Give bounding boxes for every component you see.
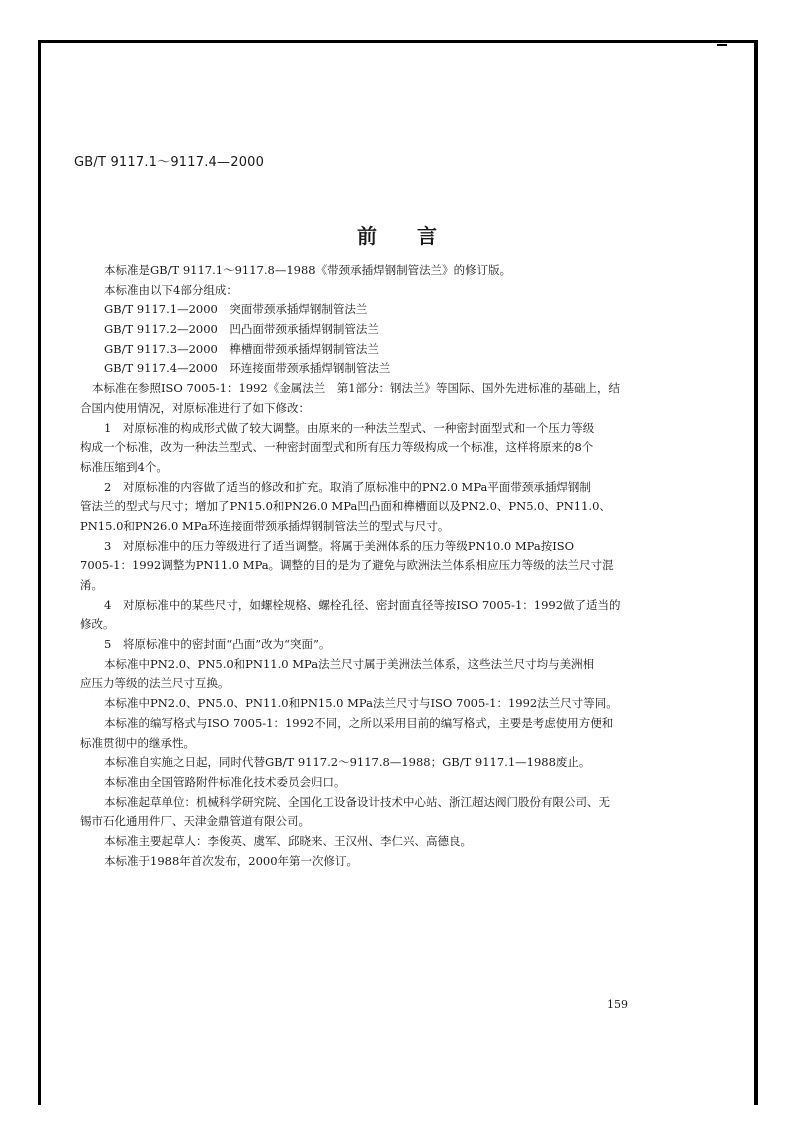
text-line: 标准压缩到4个。 [80, 459, 168, 474]
page-title: 前言 [357, 224, 477, 248]
text-line: 本标准的编写格式与ISO 7005-1：1992不同，之所以采用目前的编写格式，主要是考虑使用方便和 [104, 715, 614, 730]
text-line: 标准贯彻中的继承性。 [80, 735, 195, 750]
text-line: GB/T 9117.2—2000 凹凸面带颈承插焊钢制管法兰 [104, 322, 379, 337]
text-line: 锡市石化通用件厂、天津金鼎管道有限公司。 [80, 814, 310, 829]
text-line: 修改。 [80, 617, 115, 632]
text-line: GB/T 9117.1—2000 突面带颈承插焊钢制管法兰 [104, 302, 368, 317]
text-line: 本标准自实施之日起，同时代替GB/T 9117.2～9117.8—1988；GB/T 9117.1—1988废止。 [104, 755, 591, 770]
text-line: 应压力等级的法兰尺寸互换。 [80, 676, 230, 691]
scan-border-top [38, 40, 758, 43]
text-line: 本标准中PN2.0、PN5.0和PN11.0 MPa法兰尺寸属于美洲法兰体系，这些法兰尺寸均与美洲相 [104, 656, 595, 671]
text-line: 本标准主要起草人：李俊英、虞军、邱晓来、王汉州、李仁兴、高德良。 [104, 833, 472, 848]
text-line: 本标准由全国管路附件标准化技术委员会归口。 [104, 774, 346, 789]
scan-border-left [38, 40, 41, 1105]
text-line: 管法兰的型式与尺寸；增加了PN15.0和PN26.0 MPa凹凸面和榫槽面以及PN2.0、PN5.0、PN11.0、 [80, 499, 611, 514]
text-line: 本标准是GB/T 9117.1～9117.8—1988《带颈承插焊钢制管法兰》的修订版。 [104, 263, 512, 277]
text-line: 本标准于1988年首次发布，2000年第一次修订。 [104, 853, 359, 868]
text-line: 3 对原标准中的压力等级进行了适当调整。将属于美洲体系的压力等级PN10.0 MPa按ISO [104, 538, 575, 553]
scan-border-right [754, 40, 758, 1105]
text-line: 本标准中PN2.0、PN5.0、PN11.0和PN15.0 MPa法兰尺寸与ISO 7005-1：1992法兰尺寸等同。 [104, 696, 618, 711]
text-line: PN15.0和PN26.0 MPa环连接面带颈承插焊钢制管法兰的型式与尺寸。 [80, 518, 450, 533]
text-line: GB/T 9117.4—2000 环连接面带颈承插焊钢制管法兰 [104, 361, 391, 376]
text-line: 本标准起草单位：机械科学研究院、全国化工设备设计技术中心站、浙江超达阀门股份有限公司、无 [104, 794, 610, 809]
text-line: 本标准在参照ISO 7005-1：1992《金属法兰 第1部分：钢法兰》等国际、国外先进标准的基础上，结 [92, 381, 621, 396]
text-line: GB/T 9117.3—2000 榫槽面带颈承插焊钢制管法兰 [104, 341, 379, 356]
text-line: 构成一个标准，改为一种法兰型式、一种密封面型式和所有压力等级构成一个标准，这样将原来的8个 [80, 440, 594, 455]
standard-code-header: GB/T 9117.1～9117.4—2000 [74, 155, 265, 170]
document-body [80, 261, 638, 871]
page-number: 159 [607, 998, 628, 1011]
text-line: 5 将原标准中的密封面“凸面”改为“突面”。 [104, 637, 331, 652]
text-line: 7005-1：1992调整为PN11.0 MPa。调整的目的是为了避免与欧洲法兰体系相应压力等级的法兰尺寸混 [80, 558, 614, 573]
text-line: 淆。 [80, 578, 103, 592]
scan-mark [717, 44, 727, 46]
text-line: 4 对原标准中的某些尺寸，如螺栓规格、螺栓孔径、密封面直径等按ISO 7005-1：1992做了适当的 [104, 597, 621, 612]
text-line: 合国内使用情况，对原标准进行了如下修改： [80, 400, 310, 415]
text-line: 2 对原标准的内容做了适当的修改和扩充。取消了原标准中的PN2.0 MPa平面带颈承插焊钢制 [104, 479, 591, 494]
text-line: 本标准由以下4部分组成： [104, 282, 238, 297]
text-line: 1 对原标准的构成形式做了较大调整。由原来的一种法兰型式、一种密封面型式和一个压力等级 [104, 420, 595, 435]
